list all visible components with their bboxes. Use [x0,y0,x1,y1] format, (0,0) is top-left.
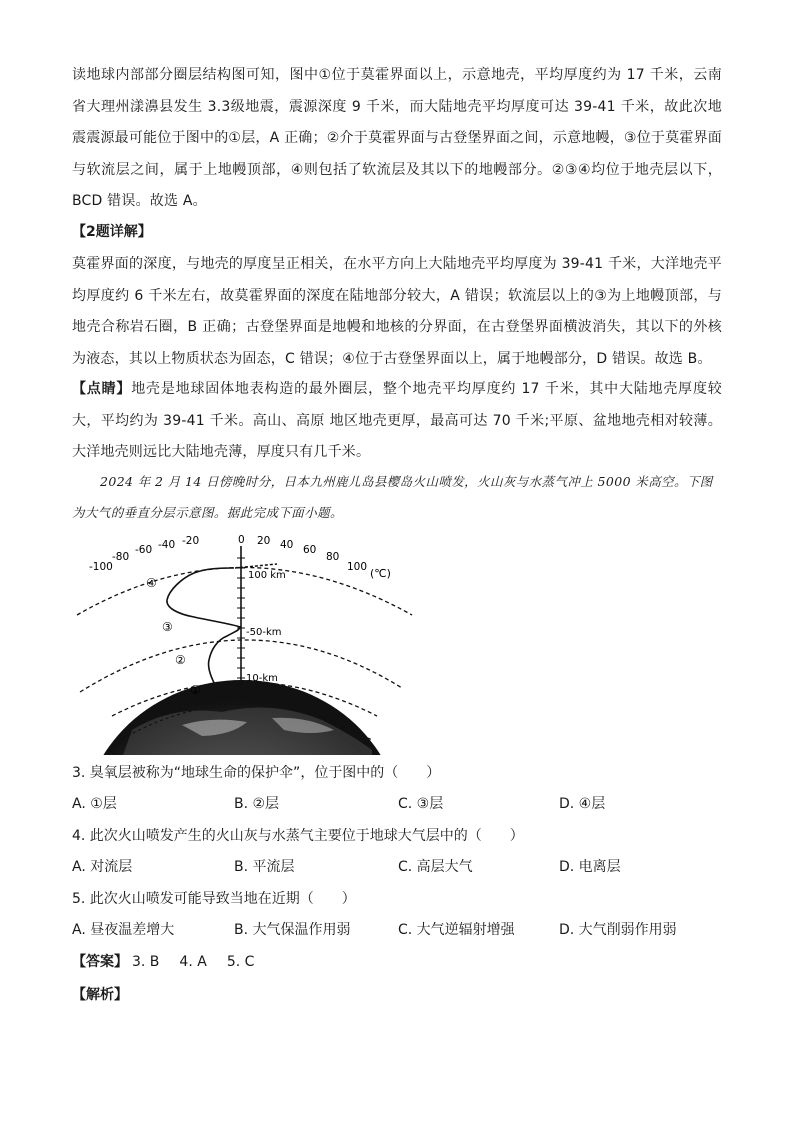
question-5-option-d[interactable]: D. 大气削弱作用弱 [559,922,677,938]
layer-label-4: ④ [146,576,157,590]
question-3-option-b[interactable]: B. ②层 [234,796,280,812]
temp-tick: -20 [182,535,200,547]
temp-tick: -100 [89,561,113,573]
key-point-paragraph [72,374,722,469]
answer-3: 3. B [132,954,160,970]
temp-tick: 100 [347,561,368,573]
layer-label-2: ② [175,653,186,667]
key-point-tag: 【点睛】 [72,381,132,397]
question-4-stem: 4. 此次火山喷发产生的火山灰与水蒸气主要位于地球大气层中的（ ） [72,828,524,844]
temp-tick: -40 [158,539,176,551]
question-5-option-c[interactable]: C. 大气逆辐射增强 [398,922,515,938]
question-3-option-a[interactable]: A. ①层 [72,796,117,812]
temp-tick: 80 [326,551,340,563]
atmosphere-layers-figure [72,530,432,758]
temp-unit-label: (℃) [370,567,391,580]
layer-label-3: ③ [162,620,173,634]
explanation-paragraph-2: 莫霍界面的深度，与地壳的厚度呈正相关，在水平方向上大陆地壳平均厚度为 39-41 千米，大洋地壳平均厚度约 6 千米左右，故莫霍界面的深度在陆地部分较大，A 错误；软流层以上的③为上地幔顶部，与地壳合称岩石圈，B 正确；古登堡界面是地幔和地核的分界面，在古登堡界面横波消失，其以下的外核为液态，其以上物质状态为固态，C 错误；④位于古登堡界面以上，属于地幔部分，D 错误。故选 B。 [72,256,722,367]
question-3-option-c[interactable]: C. ③层 [398,796,444,812]
temp-tick: 0 [238,534,245,546]
height-label-100km: 100 km [248,570,286,581]
question-5-option-b[interactable]: B. 大气保温作用弱 [234,922,351,938]
question-4-option-a[interactable]: A. 对流层 [72,859,133,875]
question-4-option-c[interactable]: C. 高层大气 [398,859,473,875]
question-5-stem: 5. 此次火山喷发可能导致当地在近期（ ） [72,891,356,907]
question-3-option-d[interactable]: D. ④层 [559,796,606,812]
temperature-curve [167,568,240,688]
question-4-option-b[interactable]: B. 平流层 [234,859,295,875]
layer-label-1: ① [190,683,201,697]
question-4-option-d[interactable]: D. 电离层 [559,859,621,875]
explanation-paragraph-1: 读地球内部部分圈层结构图可知，图中①位于莫霍界面以上，示意地壳，平均厚度约为 17 千米，云南省大理州漾濞县发生 3.3级地震，震源深度 9 千米，而大陆地壳平均厚度可达 39-41 千米，故此次地震震源最可能位于图中的①层，A 正确；②介于莫霍界面与古登堡界面之间，示意地幔，③位于莫霍界面与软流层之间，属于上地幔顶部，④则包括了软流层及其以下的地幔部分。②③④均位于地壳层以下，BCD 错误。故选 A。 [72,67,722,209]
section-heading-q2: 【2题详解】 [72,224,152,240]
temp-tick: 20 [257,535,271,547]
key-point-text: 地壳是地球固体地表构造的最外圈层，整个地壳平均厚度约 17 千米，其中大陆地壳厚度较大，平均约为 39-41 千米。高山、高原 地区地壳更厚，最高可达 70 千米;平原、盆地地壳相对较薄。大洋地壳则远比大陆地壳薄，厚度只有几千米。 [72,381,722,460]
analysis-heading: 【解析】 [72,987,128,1003]
height-label-50km: -50-km [246,627,282,638]
question-intro: 2024 年 2 月 14 日傍晚时分，日本九州鹿儿岛县樱岛火山喷发，火山灰与水蒸气冲上 5000 米高空。下图为大气的垂直分层示意图。据此完成下面小题。 [72,474,713,520]
answer-5: 5. C [226,954,255,970]
height-label-10km: 10-km [246,673,278,684]
question-3-stem: 3. 臭氧层被称为“地球生命的保护伞”，位于图中的（ ） [72,765,441,781]
question-5-option-a[interactable]: A. 昼夜温差增大 [72,922,175,938]
temp-tick: -80 [112,551,130,563]
temp-tick: 60 [303,544,317,556]
answer-line [72,950,274,974]
answer-tag: 【答案】 [72,954,128,970]
answer-4: 4. A [179,954,207,970]
temp-tick: 40 [280,539,294,551]
temp-tick: -60 [135,544,153,556]
